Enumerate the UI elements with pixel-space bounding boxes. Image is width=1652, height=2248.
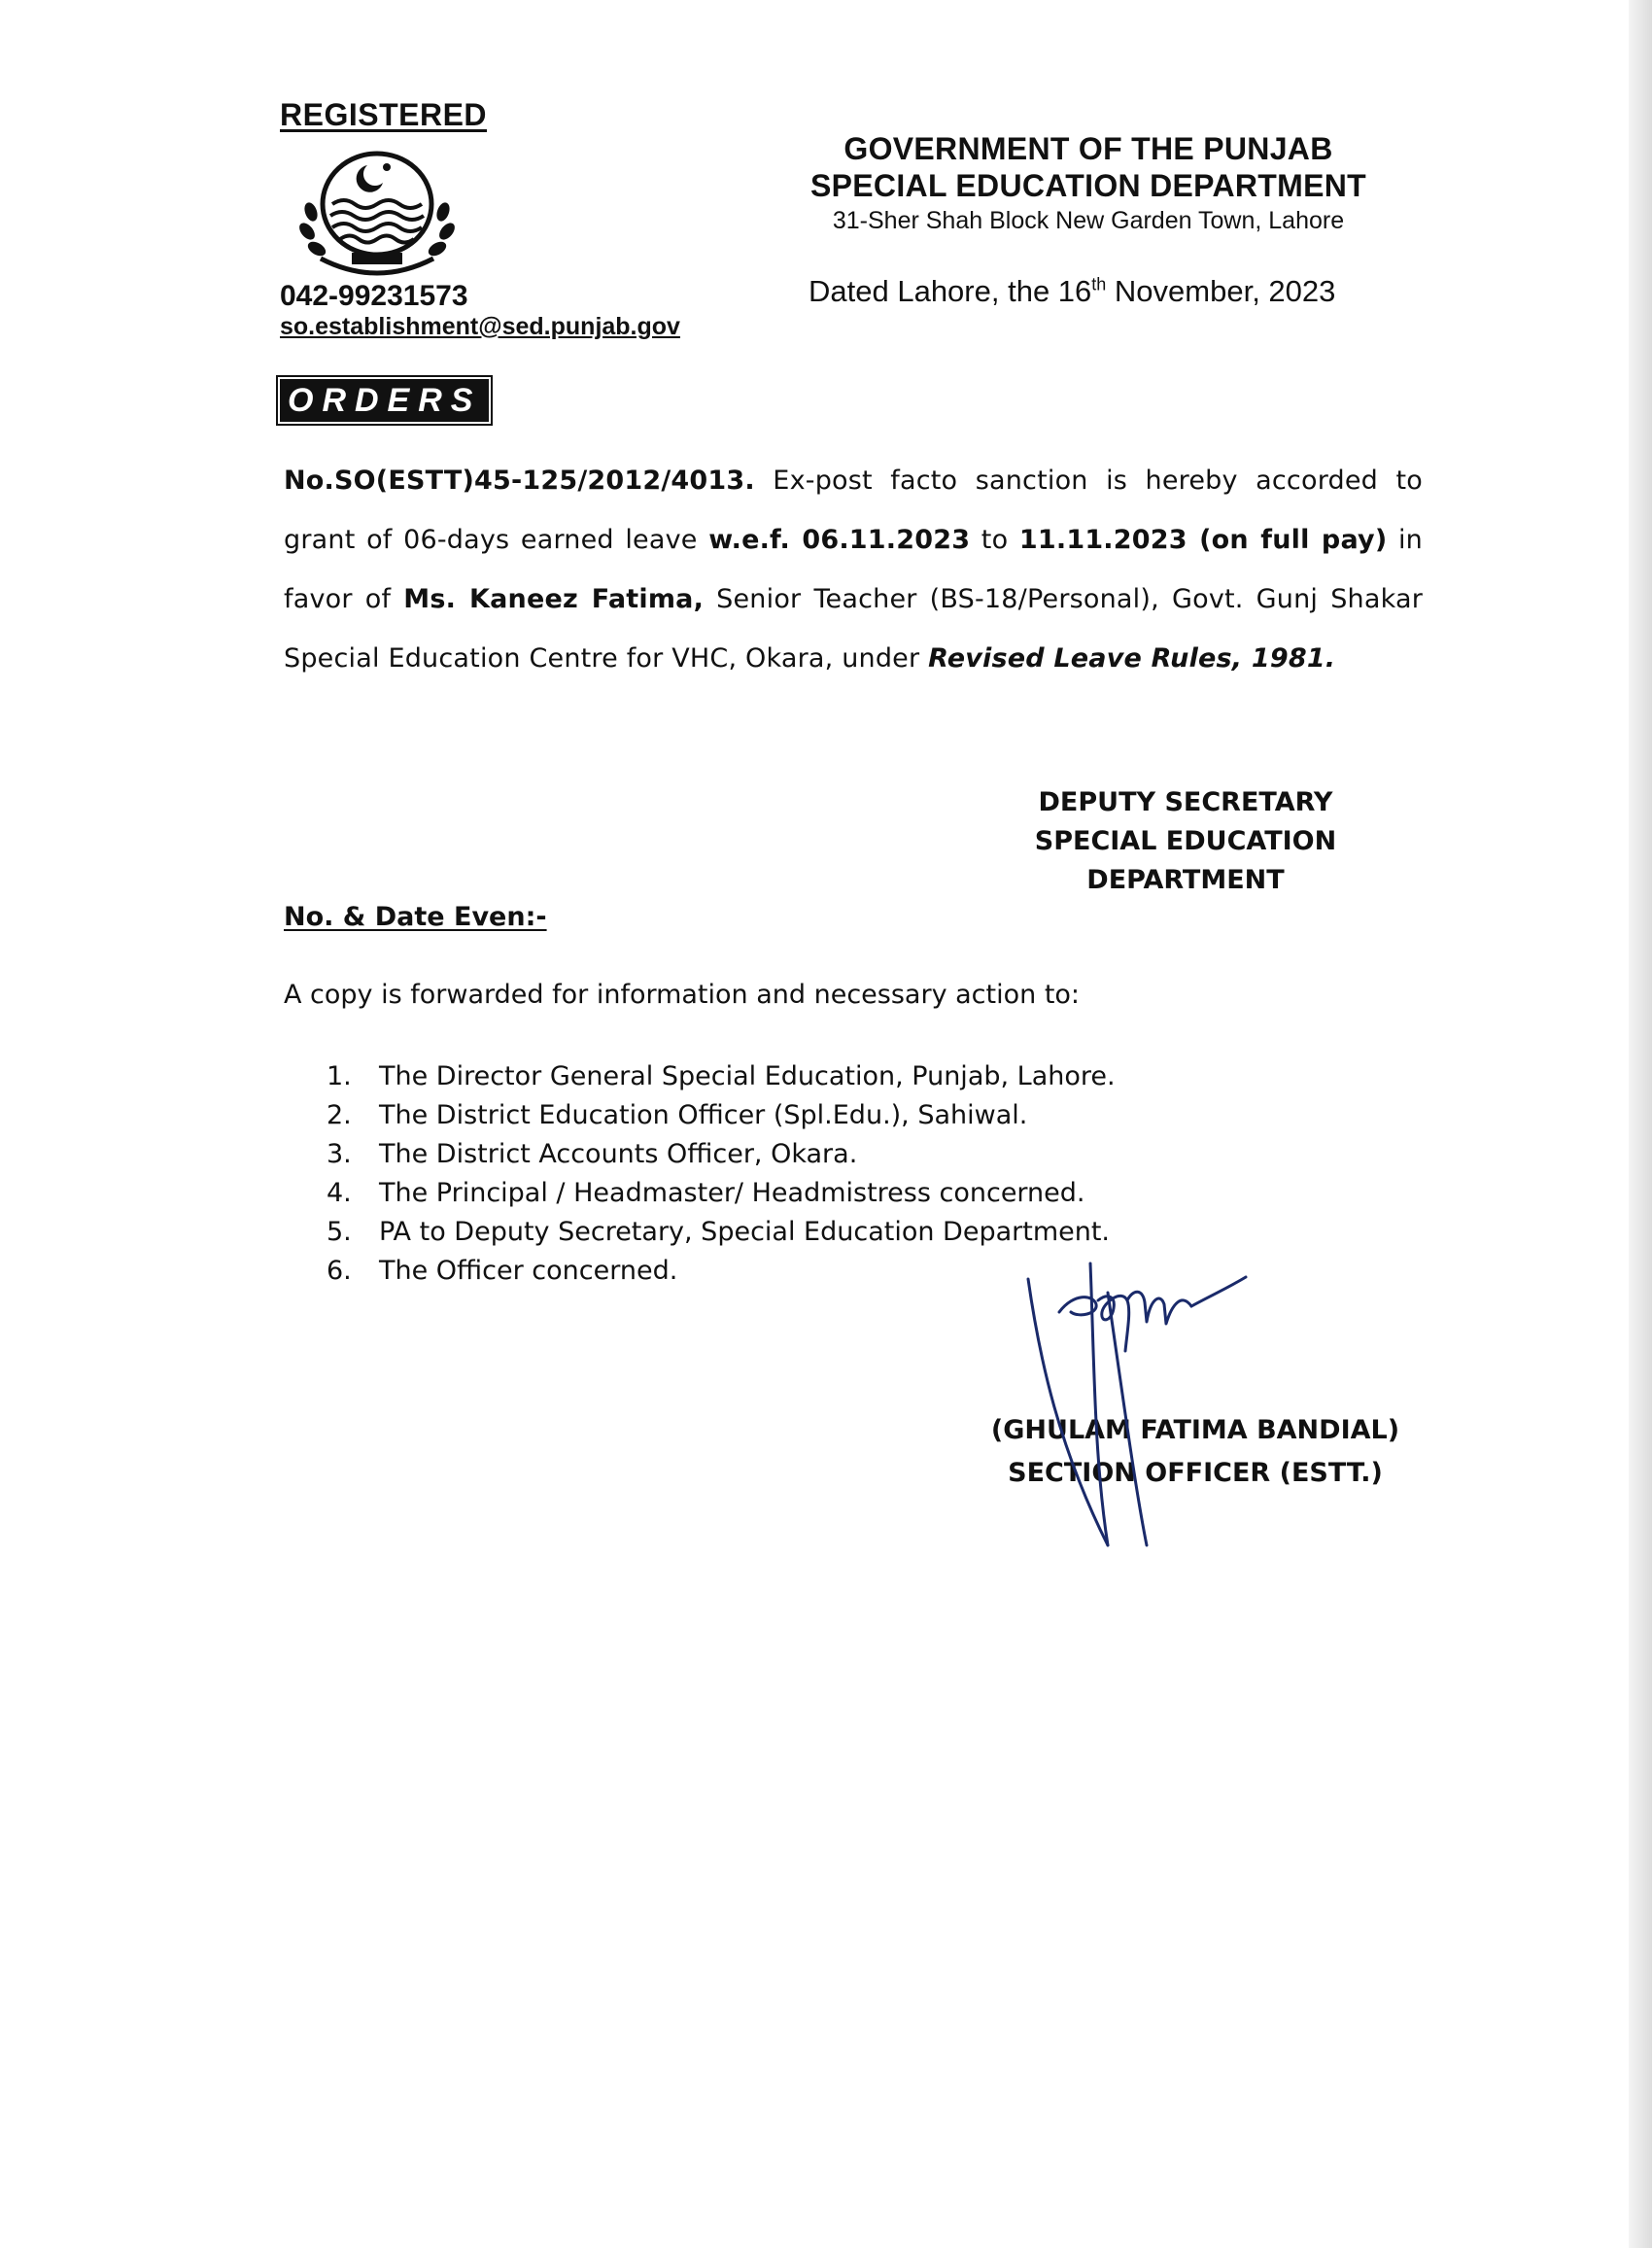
leave-rules: Revised Leave Rules, 1981. [928,643,1336,674]
officer-name: (GHULAM FATIMA BANDIAL) [990,1415,1400,1445]
date-line [809,274,1335,309]
officer-title: SECTION OFFICER (ESTT.) [1008,1458,1383,1488]
effective-from: w.e.f. 06.11.2023 [708,525,971,555]
gov-title: GOVERNMENT OF THE PUNJAB [843,131,1333,166]
signatory-line-3: DEPARTMENT [1086,865,1285,895]
list-item: 4. The Principal / Headmaster/ Headmistress concerned. [327,1178,1085,1208]
signatory-line-2: SPECIAL EDUCATION [1034,826,1337,856]
phone-number: 042-99231573 [280,280,468,312]
body-text-2: to [970,525,1019,555]
department-title: SPECIAL EDUCATION DEPARTMENT [810,168,1366,203]
deputy-secretary-block [1011,783,1360,900]
orders-heading: ORDERS [280,379,489,422]
copy-recipients-list [327,1057,1116,1291]
list-item: 3. The District Accounts Officer, Okara. [327,1139,858,1169]
date-ordinal: th [1091,274,1107,294]
page-edge [1629,0,1652,2248]
date-suffix: November, 2023 [1106,274,1336,308]
email-address[interactable]: so.establishment@sed.punjab.gov [280,313,680,340]
employee-name: Ms. Kaneez Fatima, [403,584,705,614]
body-text-4: Senior Teacher (BS-18/Personal), Govt. Gunj Shakar Special Education Centre for VHC, Okara, under [284,584,1424,674]
department-address: 31-Sher Shah Block New Garden Town, Lahore [832,207,1345,234]
punjab-emblem-logo [292,144,463,280]
effective-to: 11.11.2023 (on full pay) [1018,525,1388,555]
reference-number: No.SO(ESTT)45-125/2012/4013. [284,466,755,496]
copy-forwarded-text: A copy is forwarded for information and necessary action to: [284,980,1081,1010]
list-item: 2. The District Education Officer (Spl.Edu.), Sahiwal. [327,1100,1028,1130]
signatory-line-1: DEPUTY SECRETARY [1038,787,1333,817]
registered-label: REGISTERED [280,97,488,132]
list-item: 6. The Officer concerned. [327,1256,678,1286]
body-text-3: in favor of [284,525,1423,614]
list-item: 1. The Director General Special Education, Punjab, Lahore. [327,1061,1116,1091]
body-text-1: Ex-post facto sanction is hereby accorded to grant of 06-days earned leave [284,466,1423,555]
list-item: 5. PA to Deputy Secretary, Special Education Department. [327,1217,1111,1247]
no-date-even-heading: No. & Date Even:- [284,902,547,932]
order-body [284,451,1423,688]
section-officer-block [972,1409,1419,1495]
government-header [797,130,1380,237]
date-prefix: Dated Lahore, the 16 [809,274,1092,308]
